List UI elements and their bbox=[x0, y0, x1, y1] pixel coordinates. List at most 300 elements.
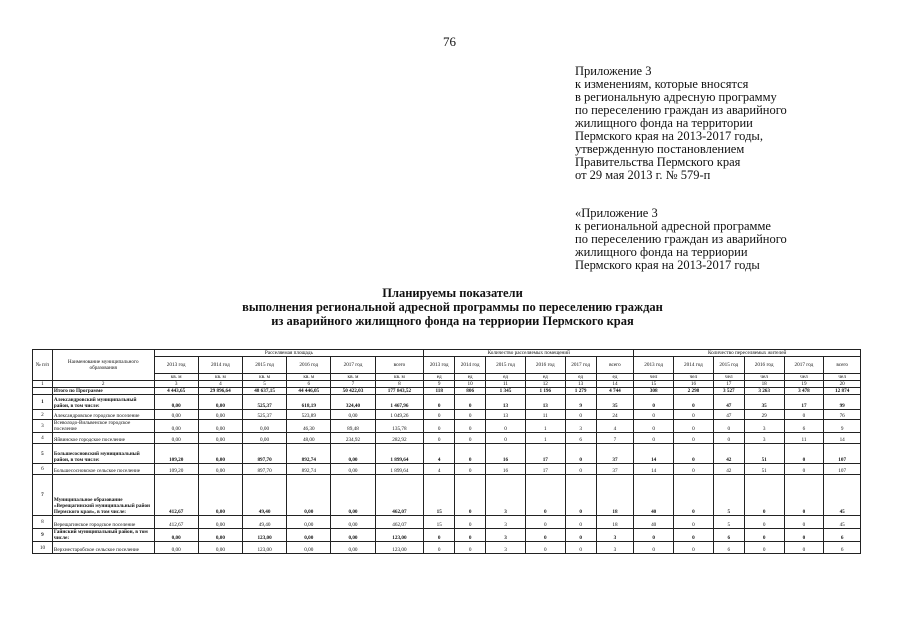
header-years-row bbox=[33, 357, 861, 374]
header-no: № п/п bbox=[33, 350, 53, 381]
value-cell: 123,00 bbox=[242, 542, 286, 554]
value-cell: 0,00 bbox=[242, 420, 286, 433]
value-cell: 0 bbox=[455, 420, 486, 433]
value-cell: 0,00 bbox=[198, 395, 242, 410]
document-title bbox=[0, 286, 905, 328]
text-line: жилищного фонда на территории bbox=[575, 116, 753, 130]
value-cell: 0,00 bbox=[198, 516, 242, 529]
column-index: 14 bbox=[596, 381, 634, 388]
value-cell: 49,40 bbox=[242, 475, 286, 516]
value-cell: 3 bbox=[596, 529, 634, 542]
value-cell: 0,00 bbox=[154, 420, 198, 433]
value-cell: 135,78 bbox=[375, 420, 424, 433]
row-number bbox=[33, 388, 53, 395]
header-unit: ед bbox=[424, 374, 455, 381]
header-group-people: Количество переселяемых жителей bbox=[634, 350, 861, 357]
value-cell: 13 bbox=[486, 410, 526, 420]
value-cell: 0 bbox=[455, 444, 486, 464]
value-cell: 48 637,15 bbox=[242, 388, 286, 395]
value-cell: 42 bbox=[713, 464, 744, 475]
header-unit: чел bbox=[784, 374, 824, 381]
value-cell: 0,00 bbox=[198, 433, 242, 444]
column-index: 10 bbox=[455, 381, 486, 388]
value-cell: 0 bbox=[525, 529, 565, 542]
value-cell: 15 bbox=[424, 516, 455, 529]
value-cell: 0 bbox=[424, 529, 455, 542]
column-index: 2 bbox=[52, 381, 154, 388]
table-row bbox=[33, 464, 861, 475]
page-number: 76 bbox=[443, 34, 456, 49]
text-line: Пермского края на 2013-2017 годы, bbox=[575, 129, 763, 143]
column-index: 1 bbox=[33, 381, 53, 388]
value-cell: 618,19 bbox=[287, 395, 331, 410]
value-cell: 50 422,03 bbox=[331, 388, 375, 395]
text-line: «Приложение 3 bbox=[575, 206, 658, 220]
header-rooms-year: 2016 год bbox=[525, 357, 565, 374]
header-area-year: 2015 год bbox=[242, 357, 286, 374]
value-cell: 177 843,52 bbox=[375, 388, 424, 395]
value-cell: 0,00 bbox=[287, 475, 331, 516]
value-cell: 2 298 bbox=[674, 388, 714, 395]
value-cell: 0 bbox=[713, 433, 744, 444]
text-line: Приложение 3 bbox=[575, 64, 652, 78]
value-cell: 0,00 bbox=[331, 410, 375, 420]
value-cell: 0 bbox=[784, 542, 824, 554]
value-cell: 462,07 bbox=[375, 475, 424, 516]
header-rooms-year: всего bbox=[596, 357, 634, 374]
column-index: 9 bbox=[424, 381, 455, 388]
value-cell: 0 bbox=[634, 420, 674, 433]
header-rooms-year: 2017 год bbox=[565, 357, 596, 374]
header-name: Наименование муниципального образования bbox=[52, 350, 154, 381]
value-cell: 308 bbox=[634, 388, 674, 395]
value-cell: 7 bbox=[596, 433, 634, 444]
value-cell: 17 bbox=[525, 444, 565, 464]
header-unit: ед bbox=[455, 374, 486, 381]
value-cell: 0 bbox=[674, 444, 714, 464]
value-cell: 51 bbox=[744, 464, 784, 475]
value-cell: 46,30 bbox=[287, 420, 331, 433]
value-cell: 1 467,96 bbox=[375, 395, 424, 410]
value-cell: 37 bbox=[596, 464, 634, 475]
row-number: 5 bbox=[33, 444, 53, 464]
value-cell: 0,00 bbox=[154, 410, 198, 420]
value-cell: 0 bbox=[424, 420, 455, 433]
value-cell: 324,40 bbox=[331, 395, 375, 410]
header-unit: кв. м bbox=[375, 374, 424, 381]
column-index: 12 bbox=[525, 381, 565, 388]
table-row bbox=[33, 475, 861, 516]
value-cell: 14 bbox=[634, 464, 674, 475]
municipality-name: Александровский муниципальный район, в том числе: bbox=[52, 395, 154, 410]
text-line: утвержденную постановлением bbox=[575, 142, 745, 156]
text-line: к изменениям, которые вносятся bbox=[575, 77, 749, 91]
appendix-header bbox=[575, 65, 787, 182]
value-cell: 107 bbox=[824, 464, 861, 475]
value-cell: 0 bbox=[674, 529, 714, 542]
value-cell: 35 bbox=[596, 395, 634, 410]
value-cell: 0,00 bbox=[331, 542, 375, 554]
column-index: 16 bbox=[674, 381, 714, 388]
text-line: от 29 мая 2013 г. № 579-п bbox=[575, 168, 711, 182]
value-cell: 0 bbox=[634, 529, 674, 542]
value-cell: 0 bbox=[744, 475, 784, 516]
value-cell: 0,00 bbox=[242, 433, 286, 444]
header-units-row bbox=[33, 374, 861, 381]
header-area-year: всего bbox=[375, 357, 424, 374]
header-unit: ед bbox=[525, 374, 565, 381]
value-cell: 0,00 bbox=[198, 410, 242, 420]
value-cell: 0 bbox=[784, 529, 824, 542]
column-index: 15 bbox=[634, 381, 674, 388]
table-row bbox=[33, 529, 861, 542]
value-cell: 47 bbox=[713, 410, 744, 420]
value-cell: 0,00 bbox=[154, 395, 198, 410]
indicators-table bbox=[32, 349, 861, 554]
value-cell: 806 bbox=[455, 388, 486, 395]
value-cell: 3 bbox=[486, 516, 526, 529]
value-cell: 0 bbox=[634, 433, 674, 444]
value-cell: 1 196 bbox=[525, 388, 565, 395]
value-cell: 49,40 bbox=[242, 516, 286, 529]
value-cell: 0 bbox=[486, 420, 526, 433]
value-cell: 0 bbox=[424, 433, 455, 444]
header-unit: кв. м bbox=[242, 374, 286, 381]
value-cell: 3 478 bbox=[784, 388, 824, 395]
column-index: 19 bbox=[784, 381, 824, 388]
value-cell: 0 bbox=[525, 516, 565, 529]
value-cell: 0 bbox=[634, 410, 674, 420]
value-cell: 1 899,64 bbox=[375, 464, 424, 475]
row-number: 8 bbox=[33, 516, 53, 529]
value-cell: 0 bbox=[455, 475, 486, 516]
value-cell: 0 bbox=[455, 433, 486, 444]
row-number: 9 bbox=[33, 529, 53, 542]
value-cell: 0 bbox=[744, 542, 784, 554]
value-cell: 1 bbox=[525, 433, 565, 444]
value-cell: 45 bbox=[824, 475, 861, 516]
header-people-year: 2014 год bbox=[674, 357, 714, 374]
value-cell: 4 443,65 bbox=[154, 388, 198, 395]
value-cell: 14 bbox=[634, 444, 674, 464]
value-cell: 1 bbox=[525, 420, 565, 433]
value-cell: 6 bbox=[824, 542, 861, 554]
row-number: 1 bbox=[33, 395, 53, 410]
value-cell: 40 bbox=[634, 516, 674, 529]
table-row bbox=[33, 410, 861, 420]
value-cell: 6 bbox=[565, 433, 596, 444]
header-people-year: всего bbox=[824, 357, 861, 374]
header-unit: кв. м bbox=[287, 374, 331, 381]
column-index: 4 bbox=[198, 381, 242, 388]
column-index: 8 bbox=[375, 381, 424, 388]
value-cell: 89,48 bbox=[331, 420, 375, 433]
value-cell: 0 bbox=[565, 516, 596, 529]
value-cell: 18 bbox=[596, 516, 634, 529]
value-cell: 17 bbox=[525, 464, 565, 475]
value-cell: 0 bbox=[674, 420, 714, 433]
table-row bbox=[33, 420, 861, 433]
header-unit: чел bbox=[674, 374, 714, 381]
row-number: 7 bbox=[33, 475, 53, 516]
value-cell: 0 bbox=[674, 410, 714, 420]
value-cell: 0,00 bbox=[331, 464, 375, 475]
value-cell: 0,00 bbox=[287, 542, 331, 554]
value-cell: 0 bbox=[784, 410, 824, 420]
value-cell: 0 bbox=[565, 529, 596, 542]
value-cell: 0 bbox=[486, 433, 526, 444]
value-cell: 6 bbox=[713, 529, 744, 542]
municipality-name: Всеволодо-Вильвенское городское поселение bbox=[52, 420, 154, 433]
municipality-name: Яйвинское городское поселение bbox=[52, 433, 154, 444]
value-cell: 0 bbox=[634, 542, 674, 554]
value-cell: 45 bbox=[824, 516, 861, 529]
header-group-rooms: Количество расселяемых помещений bbox=[424, 350, 634, 357]
column-index: 11 bbox=[486, 381, 526, 388]
value-cell: 0,00 bbox=[331, 475, 375, 516]
value-cell: 0 bbox=[525, 542, 565, 554]
value-cell: 0 bbox=[744, 529, 784, 542]
header-unit: кв. м bbox=[154, 374, 198, 381]
text-line: Правительства Пермского края bbox=[575, 155, 741, 169]
column-index: 3 bbox=[154, 381, 198, 388]
value-cell: 1 279 bbox=[565, 388, 596, 395]
text-line: жилищного фонда на терриории bbox=[575, 245, 748, 259]
header-area-year: 2014 год bbox=[198, 357, 242, 374]
value-cell: 412,67 bbox=[154, 516, 198, 529]
value-cell: 13 bbox=[486, 395, 526, 410]
header-unit: чел bbox=[634, 374, 674, 381]
value-cell: 0 bbox=[674, 433, 714, 444]
column-index: 17 bbox=[713, 381, 744, 388]
value-cell: 412,67 bbox=[154, 475, 198, 516]
value-cell: 0,00 bbox=[331, 516, 375, 529]
value-cell: 17 bbox=[784, 395, 824, 410]
municipality-name: Александровское городское поселение bbox=[52, 410, 154, 420]
text-line: к региональной адресной программе bbox=[575, 219, 771, 233]
value-cell: 3 bbox=[744, 433, 784, 444]
value-cell: 3 bbox=[565, 420, 596, 433]
value-cell: 0 bbox=[565, 444, 596, 464]
text-line: Планируемы показатели bbox=[382, 286, 523, 300]
value-cell: 123,00 bbox=[375, 542, 424, 554]
header-unit: чел bbox=[744, 374, 784, 381]
municipality-name: Верещагинское городское поселение bbox=[52, 516, 154, 529]
value-cell: 0 bbox=[784, 464, 824, 475]
value-cell: 3 bbox=[596, 542, 634, 554]
header-unit: кв. м bbox=[198, 374, 242, 381]
value-cell: 29 bbox=[744, 410, 784, 420]
value-cell: 13 bbox=[525, 395, 565, 410]
value-cell: 0 bbox=[455, 516, 486, 529]
value-cell: 0,00 bbox=[198, 420, 242, 433]
header-area-year: 2016 год bbox=[287, 357, 331, 374]
value-cell: 0,00 bbox=[198, 464, 242, 475]
value-cell: 897,70 bbox=[242, 444, 286, 464]
header-unit: ед bbox=[486, 374, 526, 381]
value-cell: 12 874 bbox=[824, 388, 861, 395]
value-cell: 123,00 bbox=[242, 529, 286, 542]
value-cell: 3 bbox=[486, 529, 526, 542]
value-cell: 118 bbox=[424, 388, 455, 395]
value-cell: 0,00 bbox=[331, 529, 375, 542]
value-cell: 0 bbox=[674, 516, 714, 529]
value-cell: 0,00 bbox=[198, 475, 242, 516]
value-cell: 462,07 bbox=[375, 516, 424, 529]
municipality-name: Большесосновское сельское поселение bbox=[52, 464, 154, 475]
header-people-year: 2016 год bbox=[744, 357, 784, 374]
municipality-name: Гайнский муниципальный район, в том числе: bbox=[52, 529, 154, 542]
value-cell: 282,92 bbox=[375, 433, 424, 444]
value-cell: 42 bbox=[713, 444, 744, 464]
value-cell: 0,00 bbox=[154, 529, 198, 542]
header-people-year: 2013 год bbox=[634, 357, 674, 374]
value-cell: 51 bbox=[744, 444, 784, 464]
value-cell: 9 bbox=[565, 395, 596, 410]
value-cell: 0 bbox=[784, 475, 824, 516]
column-index: 18 bbox=[744, 381, 784, 388]
value-cell: 0 bbox=[565, 475, 596, 516]
value-cell: 5 bbox=[713, 516, 744, 529]
value-cell: 0 bbox=[455, 542, 486, 554]
municipality-name: Большесосновский муниципальный район, в том числе: bbox=[52, 444, 154, 464]
value-cell: 1 049,26 bbox=[375, 410, 424, 420]
table-row bbox=[33, 444, 861, 464]
appendix-quote bbox=[575, 207, 787, 272]
value-cell: 1 345 bbox=[486, 388, 526, 395]
header-unit: ед bbox=[565, 374, 596, 381]
value-cell: 0,00 bbox=[331, 444, 375, 464]
value-cell: 109,20 bbox=[154, 464, 198, 475]
table-row bbox=[33, 516, 861, 529]
municipality-name: Верхнестаробское сельское поселение bbox=[52, 542, 154, 554]
value-cell: 107 bbox=[824, 444, 861, 464]
value-cell: 0 bbox=[424, 395, 455, 410]
text-line: из аварийного жилищного фонда на терриории Пермского края bbox=[271, 314, 634, 328]
header-group-area: Расселяемая площадь bbox=[154, 350, 424, 357]
value-cell: 0,00 bbox=[287, 516, 331, 529]
column-index: 7 bbox=[331, 381, 375, 388]
value-cell: 44 446,05 bbox=[287, 388, 331, 395]
municipality-name: Итого по Программе bbox=[52, 388, 154, 395]
table-row bbox=[33, 388, 861, 395]
value-cell: 24 bbox=[596, 410, 634, 420]
value-cell: 14 bbox=[824, 433, 861, 444]
header-unit: кв. м bbox=[331, 374, 375, 381]
value-cell: 0,00 bbox=[198, 542, 242, 554]
value-cell: 109,20 bbox=[154, 444, 198, 464]
header-people-year: 2015 год bbox=[713, 357, 744, 374]
value-cell: 5 bbox=[713, 475, 744, 516]
value-cell: 0,00 bbox=[198, 529, 242, 542]
value-cell: 4 bbox=[596, 420, 634, 433]
header-unit: ед bbox=[596, 374, 634, 381]
value-cell: 29 896,64 bbox=[198, 388, 242, 395]
value-cell: 0 bbox=[424, 410, 455, 420]
value-cell: 0 bbox=[784, 516, 824, 529]
value-cell: 892,74 bbox=[287, 444, 331, 464]
value-cell: 0 bbox=[634, 395, 674, 410]
value-cell: 6 bbox=[713, 542, 744, 554]
text-line: выполнения региональной адресной программы по переселению граждан bbox=[242, 300, 663, 314]
value-cell: 4 744 bbox=[596, 388, 634, 395]
value-cell: 0 bbox=[674, 475, 714, 516]
header-rooms-year: 2014 год bbox=[455, 357, 486, 374]
value-cell: 0 bbox=[674, 464, 714, 475]
value-cell: 4 bbox=[424, 444, 455, 464]
value-cell: 1 899,64 bbox=[375, 444, 424, 464]
value-cell: 6 bbox=[784, 420, 824, 433]
text-line: в региональную адресную программу bbox=[575, 90, 777, 104]
value-cell: 525,37 bbox=[242, 410, 286, 420]
value-cell: 0 bbox=[565, 410, 596, 420]
value-cell: 9 bbox=[824, 420, 861, 433]
value-cell: 0 bbox=[674, 542, 714, 554]
header-rooms-year: 2015 год bbox=[486, 357, 526, 374]
header-unit: чел bbox=[824, 374, 861, 381]
row-number: 3 bbox=[33, 420, 53, 433]
column-index: 20 bbox=[824, 381, 861, 388]
value-cell: 0 bbox=[565, 464, 596, 475]
table-row bbox=[33, 395, 861, 410]
column-index: 13 bbox=[565, 381, 596, 388]
header-unit: чел bbox=[713, 374, 744, 381]
value-cell: 37 bbox=[596, 444, 634, 464]
value-cell: 0 bbox=[784, 444, 824, 464]
value-cell: 234,92 bbox=[331, 433, 375, 444]
text-line: по переселению граждан из аварийного bbox=[575, 103, 787, 117]
value-cell: 123,00 bbox=[375, 529, 424, 542]
row-number: 2 bbox=[33, 410, 53, 420]
value-cell: 16 bbox=[486, 444, 526, 464]
value-cell: 0 bbox=[713, 420, 744, 433]
text-line: по переселению граждан из аварийного bbox=[575, 232, 787, 246]
column-index-row bbox=[33, 381, 861, 388]
row-number: 6 bbox=[33, 464, 53, 475]
value-cell: 0,00 bbox=[198, 444, 242, 464]
column-index: 5 bbox=[242, 381, 286, 388]
value-cell: 15 bbox=[424, 475, 455, 516]
header-rooms-year: 2013 год bbox=[424, 357, 455, 374]
value-cell: 0 bbox=[744, 516, 784, 529]
value-cell: 11 bbox=[784, 433, 824, 444]
municipality-name: Муниципальное образование «Верещагинский муниципальный район Пермского края», в том числе: bbox=[52, 475, 154, 516]
column-index: 6 bbox=[287, 381, 331, 388]
value-cell: 76 bbox=[824, 410, 861, 420]
row-number: 4 bbox=[33, 433, 53, 444]
value-cell: 6 bbox=[824, 529, 861, 542]
value-cell: 3 bbox=[744, 420, 784, 433]
value-cell: 35 bbox=[744, 395, 784, 410]
value-cell: 523,89 bbox=[287, 410, 331, 420]
value-cell: 3 bbox=[486, 475, 526, 516]
value-cell: 3 263 bbox=[744, 388, 784, 395]
value-cell: 11 bbox=[525, 410, 565, 420]
header-people-year: 2017 год bbox=[784, 357, 824, 374]
value-cell: 0 bbox=[525, 475, 565, 516]
value-cell: 16 bbox=[486, 464, 526, 475]
table-row bbox=[33, 433, 861, 444]
value-cell: 3 bbox=[486, 542, 526, 554]
header-area-year: 2013 год bbox=[154, 357, 198, 374]
text-line: Пермского края на 2013-2017 годы bbox=[575, 258, 760, 272]
value-cell: 40 bbox=[634, 475, 674, 516]
value-cell: 0,00 bbox=[154, 433, 198, 444]
value-cell: 0 bbox=[455, 529, 486, 542]
row-number: 10 bbox=[33, 542, 53, 554]
value-cell: 0 bbox=[455, 464, 486, 475]
value-cell: 892,74 bbox=[287, 464, 331, 475]
